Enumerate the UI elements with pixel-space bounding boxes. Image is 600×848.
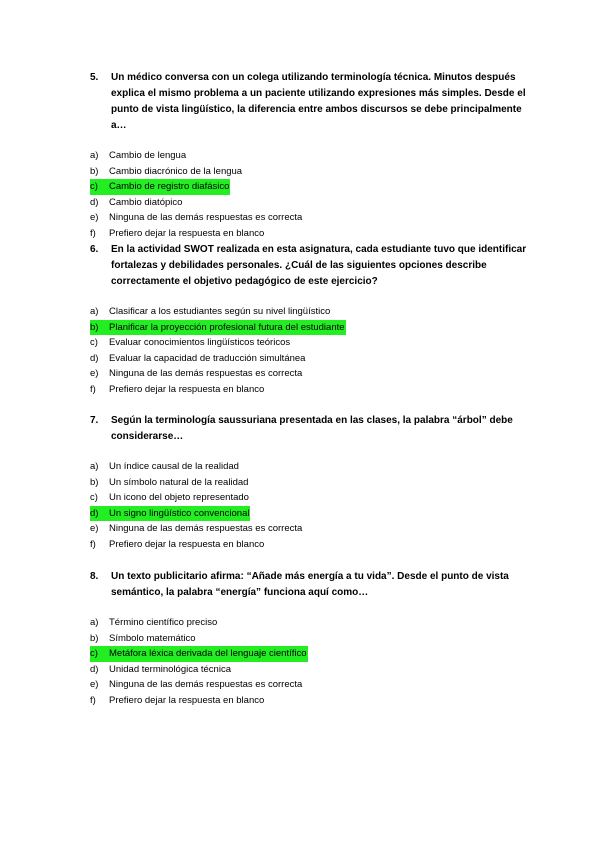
- question-text: Un texto publicitario afirma: “Añade más energía a tu vida”. Desde el punto de vista semántico, la palabra “energía” funciona aquí como…: [111, 571, 509, 598]
- option-letter: b): [90, 165, 99, 177]
- option-text: Metáfora léxica derivada del lenguaje científico: [109, 646, 308, 662]
- option-text: Planificar la proyección profesional futura del estudiante: [109, 320, 346, 336]
- question-number: 8.: [90, 571, 99, 582]
- option-b: [90, 320, 530, 336]
- question-header: [90, 70, 530, 134]
- option-a: [90, 615, 530, 631]
- option-text: Un símbolo natural de la realidad: [109, 476, 249, 488]
- question-header: [90, 242, 530, 290]
- option-a: [90, 304, 530, 320]
- option-text: Un índice causal de la realidad: [109, 461, 239, 472]
- question-text: Según la terminología saussuriana presentada en las clases, la palabra “árbol” debe considerarse…: [111, 415, 513, 442]
- option-letter: a): [90, 306, 99, 317]
- option-d: [90, 506, 530, 522]
- option-letter: a): [90, 617, 99, 628]
- option-letter: c): [90, 492, 98, 504]
- option-d: [90, 662, 530, 678]
- option-text: Ninguna de las demás respuestas es correcta: [109, 523, 303, 535]
- option-a: [90, 148, 530, 164]
- option-d: [90, 195, 530, 211]
- question-text: Un médico conversa con un colega utilizando terminología técnica. Minutos después explica el mismo problema a un paciente utilizando expresiones más simples. Desde el punto de vista lingüístico, la diferencia entre ambos discursos se debe principalmente a…: [111, 72, 526, 131]
- option-text: Ninguna de las demás respuestas es correcta: [109, 368, 303, 380]
- option-letter: f): [90, 694, 96, 706]
- question-7: [90, 413, 530, 553]
- option-c: [90, 179, 530, 195]
- option-b: [90, 631, 530, 647]
- option-c: [90, 490, 530, 506]
- option-text: Símbolo matemático: [109, 632, 196, 644]
- options-list: [90, 148, 530, 242]
- option-letter: e): [90, 679, 99, 691]
- option-f: [90, 693, 530, 709]
- option-c: [90, 335, 530, 351]
- option-letter: f): [90, 538, 96, 550]
- option-text: Prefiero dejar la respuesta en blanco: [109, 383, 265, 395]
- option-letter: c): [90, 646, 109, 662]
- option-letter: a): [90, 461, 99, 472]
- option-a: [90, 459, 530, 475]
- option-f: [90, 226, 530, 242]
- option-letter: e): [90, 523, 99, 535]
- options-list: [90, 459, 530, 553]
- option-text: Evaluar conocimientos lingüísticos teóricos: [109, 337, 291, 349]
- question-6: [90, 242, 530, 398]
- option-letter: e): [90, 368, 99, 380]
- option-text: Unidad terminológica técnica: [109, 663, 231, 675]
- option-e: [90, 366, 530, 382]
- option-text: Ninguna de las demás respuestas es correcta: [109, 212, 303, 224]
- option-letter: d): [90, 506, 109, 522]
- question-header: [90, 569, 530, 601]
- option-letter: b): [90, 476, 99, 488]
- question-number: 6.: [90, 244, 99, 255]
- option-letter: a): [90, 150, 99, 161]
- question-number: 7.: [90, 415, 99, 426]
- option-letter: f): [90, 227, 96, 239]
- option-text: Prefiero dejar la respuesta en blanco: [109, 227, 265, 239]
- option-b: [90, 164, 530, 180]
- option-text: Prefiero dejar la respuesta en blanco: [109, 538, 265, 550]
- option-e: [90, 677, 530, 693]
- option-c: [90, 646, 530, 662]
- option-text: Ninguna de las demás respuestas es correcta: [109, 679, 303, 691]
- option-text: Cambio de lengua: [109, 150, 187, 161]
- option-f: [90, 537, 530, 553]
- options-list: [90, 304, 530, 398]
- option-text: Cambio de registro diafásico: [109, 179, 230, 195]
- option-text: Cambio diatópico: [109, 196, 183, 208]
- option-text: Un icono del objeto representado: [109, 492, 249, 504]
- option-letter: c): [90, 179, 109, 195]
- option-text: Prefiero dejar la respuesta en blanco: [109, 694, 265, 706]
- options-list: [90, 615, 530, 709]
- option-letter: f): [90, 383, 96, 395]
- option-letter: e): [90, 212, 99, 224]
- option-f: [90, 382, 530, 398]
- option-letter: b): [90, 320, 109, 336]
- option-letter: d): [90, 196, 99, 208]
- question-text: En la actividad SWOT realizada en esta asignatura, cada estudiante tuvo que identificar fortalezas y debilidades personales. ¿Cuál de las siguientes opciones describe correctamente el objetivo pedagógico de este ejercicio?: [111, 244, 527, 287]
- option-b: [90, 475, 530, 491]
- option-letter: b): [90, 632, 99, 644]
- option-d: [90, 351, 530, 367]
- question-header: [90, 413, 530, 445]
- option-text: Cambio diacrónico de la lengua: [109, 165, 243, 177]
- option-e: [90, 521, 530, 537]
- question-8: [90, 569, 530, 709]
- question-number: 5.: [90, 72, 99, 83]
- option-e: [90, 210, 530, 226]
- option-letter: c): [90, 337, 98, 349]
- option-letter: d): [90, 352, 99, 364]
- option-text: Término científico preciso: [109, 617, 218, 628]
- option-letter: d): [90, 663, 99, 675]
- question-5: [90, 70, 530, 242]
- option-text: Evaluar la capacidad de traducción simultánea: [109, 352, 306, 364]
- option-text: Clasificar a los estudiantes según su nivel lingüístico: [109, 306, 331, 317]
- option-text: Un signo lingüístico convencional: [109, 506, 250, 522]
